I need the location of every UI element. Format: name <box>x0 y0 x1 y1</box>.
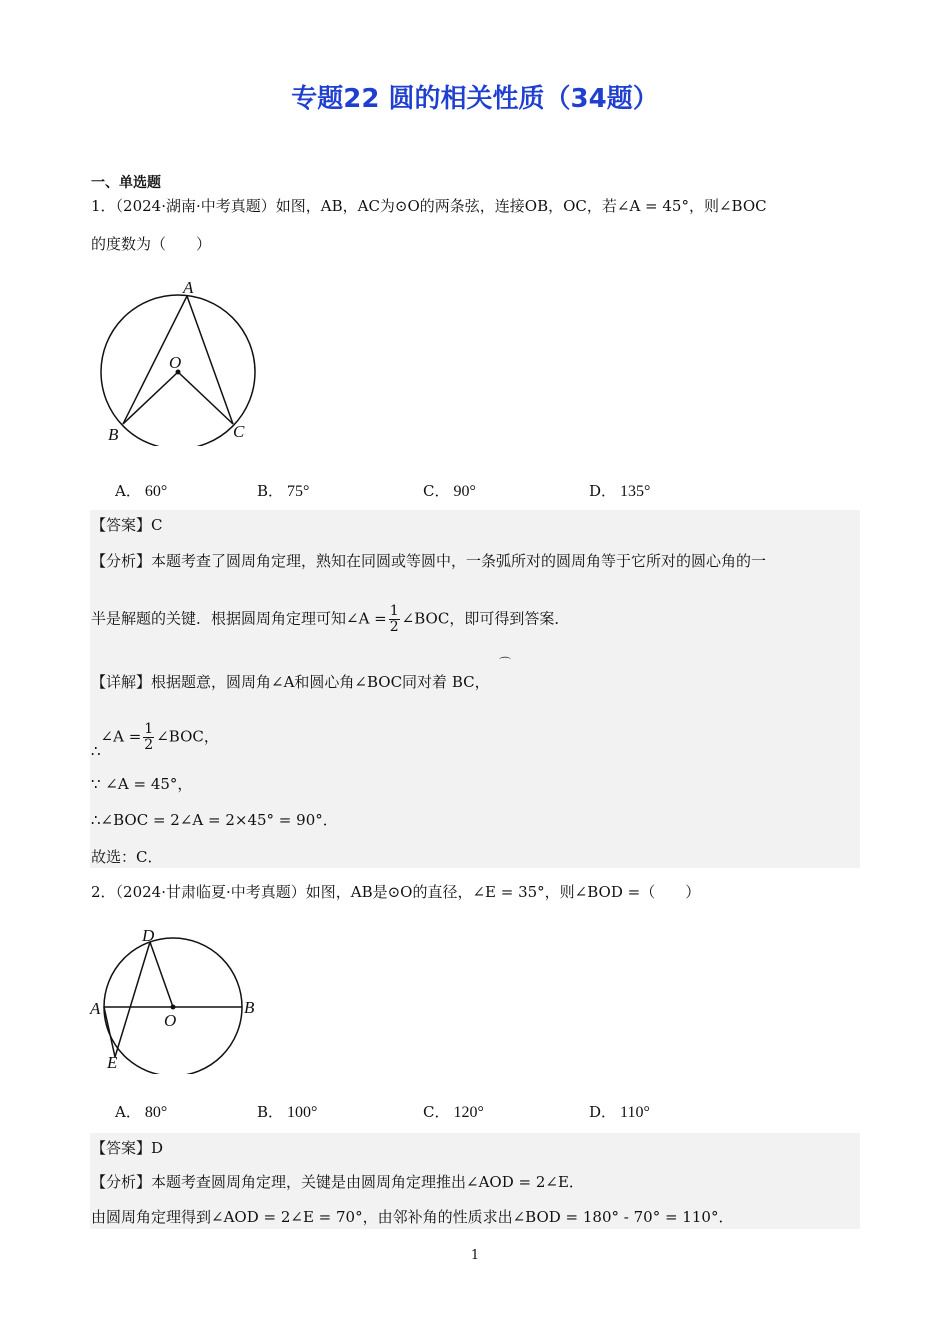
q1-stem-line1: 1．（2024·湖南·中考真题）如图，AB，AC为⊙O的两条弦，连接OB，OC，若∠A = 45°，则∠BOC <box>91 197 767 215</box>
q1-option-c: C． 90° <box>423 482 476 500</box>
q2-label-e: E <box>107 1053 118 1072</box>
document-title: 专题22 圆的相关性质（34题） <box>291 84 659 114</box>
q1-option-b: B． 75° <box>257 482 310 500</box>
q2-label-d: D <box>142 926 155 945</box>
q1-detail: 【详解】根据题意，圆周角∠A和圆心角∠BOC同对着 BC， <box>91 673 490 691</box>
q2-chord-de <box>115 942 150 1057</box>
q1-option-d: D． 135° <box>589 482 651 500</box>
q2-analysis-line2: 由圆周角定理得到∠AOD = 2∠E = 70°，由邻补角的性质求出∠BOD = 180° - 70° = 110°． <box>91 1208 734 1226</box>
arc-mark-icon: ⌒ <box>499 656 512 670</box>
q2-stem: 2．（2024·甘肃临夏·中考真题）如图，AB是⊙O的直径，∠E = 35°，则∠BOD =（ ） <box>91 883 701 901</box>
q2-radius-od <box>150 942 173 1007</box>
q1-label-o: O <box>169 353 182 372</box>
q1-label-a: A <box>183 278 194 297</box>
section-heading: 一、单选题 <box>91 175 161 191</box>
q1-radius-ob <box>123 372 178 424</box>
q2-option-d: D． 110° <box>589 1103 650 1121</box>
q1-label-c: C <box>233 422 245 441</box>
q1-step2: ∵ ∠A = 45°， <box>91 775 193 793</box>
q1-analysis-line1: 【分析】本题考查了圆周角定理，熟知在同圆或等圆中，一条弧所对的圆周角等于它所对的圆心角的一 <box>91 552 767 570</box>
q1-circle-figure <box>90 276 270 446</box>
q2-circle-figure <box>88 924 268 1074</box>
q1-answer: 【答案】C <box>91 516 163 534</box>
page-number: 1 <box>470 1248 480 1263</box>
q2-label-b: B <box>244 998 255 1017</box>
q2-center-point <box>171 1005 176 1010</box>
q1-stem-line2: 的度数为（ ） <box>91 235 212 253</box>
q2-option-b: B． 100° <box>257 1103 318 1121</box>
q1-chord-ac <box>187 296 233 424</box>
q2-analysis-line1: 【分析】本题考查圆周角定理，关键是由圆周角定理推出∠AOD = 2∠E． <box>91 1173 584 1191</box>
q1-label-b: B <box>108 425 119 444</box>
q2-chord-ae <box>104 1007 115 1057</box>
q1-conclusion: 故选：C． <box>91 848 163 866</box>
q1-radius-oc <box>178 372 233 424</box>
q1-step3: ∴∠BOC = 2∠A = 2×45° = 90°． <box>91 811 338 829</box>
q2-option-a: A． 80° <box>115 1103 168 1121</box>
q1-step1: ∴∠A = $\frac{1}{2}$ ∠BOC， <box>91 721 219 760</box>
q1-analysis-line2: 半是解题的关键．根据圆周角定理可知∠A = $\frac{1}{2}$ ∠BOC，即可得到答案． <box>91 603 570 635</box>
q2-option-c: C． 120° <box>423 1103 484 1121</box>
q2-label-a: A <box>90 999 101 1018</box>
q2-answer: 【答案】D <box>91 1139 164 1157</box>
q2-label-o: O <box>164 1011 177 1030</box>
q1-option-a: A． 60° <box>115 482 168 500</box>
